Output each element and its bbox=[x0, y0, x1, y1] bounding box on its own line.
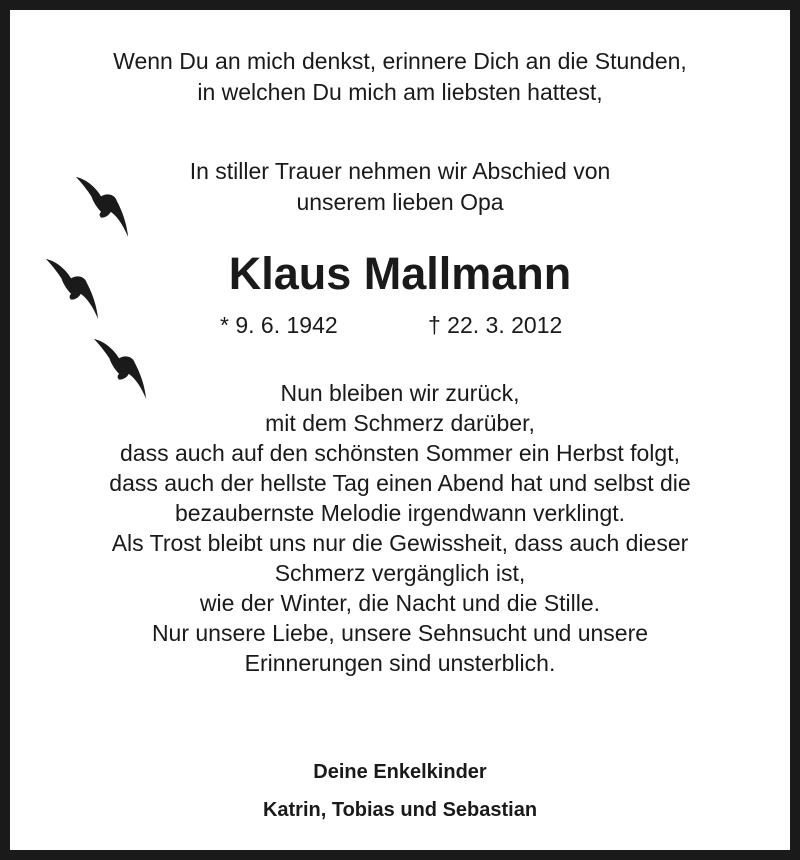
poem-line: dass auch auf den schönsten Sommer ein Herbst folgt, bbox=[120, 440, 680, 466]
bird-icon bbox=[74, 172, 132, 242]
announcement-line-1: In stiller Trauer nehmen wir Abschied von bbox=[189, 158, 611, 184]
poem-line: bezaubernste Melodie irgendwann verklingt. bbox=[174, 500, 626, 526]
poem-line: Erinnerungen sind unsterblich. bbox=[244, 650, 556, 676]
poem-line: wie der Winter, die Nacht und die Stille. bbox=[199, 590, 601, 616]
poem-line: mit dem Schmerz darüber, bbox=[265, 410, 535, 436]
intro-line-1: Wenn Du an mich denkst, erinnere Dich an die Stunden, bbox=[113, 48, 687, 74]
birth-date: * 9. 6. 1942 bbox=[220, 312, 338, 338]
intro-line-2: in welchen Du mich am liebsten hattest, bbox=[197, 79, 603, 105]
poem-line: Schmerz vergänglich ist, bbox=[274, 560, 526, 586]
poem-line: Nur unsere Liebe, unsere Sehnsucht und unsere bbox=[151, 620, 649, 646]
signature-line-2: Katrin, Tobias und Sebastian bbox=[262, 799, 538, 821]
signature-line-1: Deine Enkelkinder bbox=[313, 761, 487, 783]
poem-line: Nun bleiben wir zurück, bbox=[280, 380, 520, 406]
poem-line: Als Trost bleibt uns nur die Gewissheit, dass auch dieser bbox=[111, 530, 689, 556]
announcement-line-2: unserem lieben Opa bbox=[296, 189, 504, 215]
death-date: † 22. 3. 2012 bbox=[428, 312, 563, 338]
poem-line: dass auch der hellste Tag einen Abend hat und selbst die bbox=[109, 470, 691, 496]
bird-icon bbox=[44, 254, 102, 324]
deceased-name: Klaus Mallmann bbox=[228, 248, 572, 299]
